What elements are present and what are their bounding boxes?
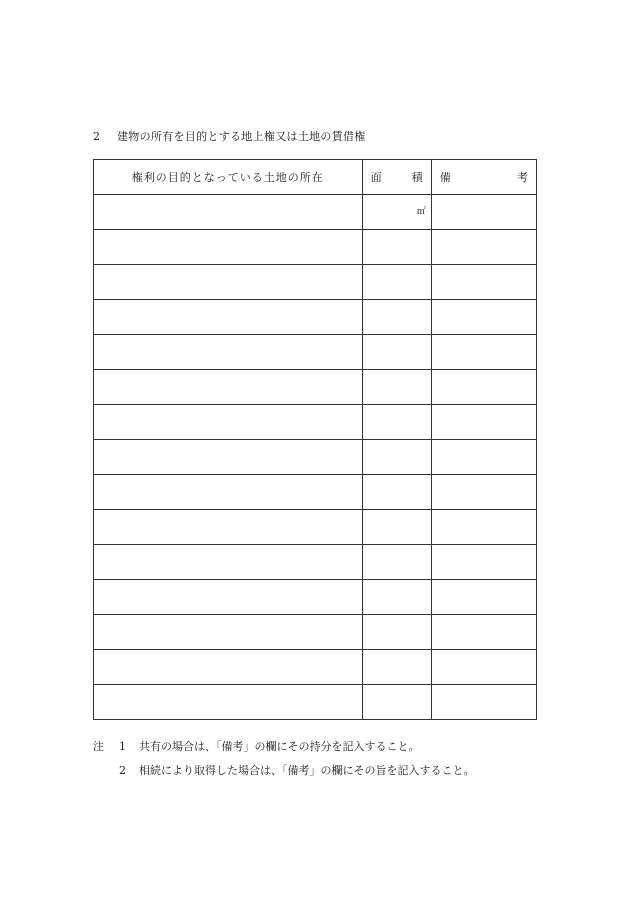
area-cell[interactable] (362, 370, 431, 405)
note-text: 共有の場合は、「備考」の欄にその持分を記入すること。 (139, 740, 420, 753)
table-body (94, 195, 537, 720)
note-number: 1 (119, 740, 126, 753)
section-title-text: 建物の所有を目的とする地上権又は土地の賃借権 (117, 130, 366, 143)
table-row (94, 650, 537, 685)
remarks-cell[interactable] (431, 265, 536, 300)
table-row (94, 510, 537, 545)
remarks-cell[interactable] (431, 300, 536, 335)
note-prefix: 注 (93, 740, 104, 753)
remarks-cell[interactable] (431, 335, 536, 370)
remarks-cell[interactable] (431, 685, 536, 720)
header-remarks-char-1: 備 (439, 171, 451, 184)
remarks-cell[interactable] (431, 440, 536, 475)
area-cell[interactable] (362, 475, 431, 510)
location-cell[interactable] (94, 545, 363, 580)
location-cell[interactable] (94, 650, 363, 685)
area-cell[interactable] (362, 685, 431, 720)
table-row (94, 475, 537, 510)
header-area (362, 160, 431, 195)
section-number: 2 (93, 130, 101, 143)
remarks-cell[interactable] (431, 405, 536, 440)
note-number: 2 (119, 764, 126, 777)
area-cell[interactable] (362, 195, 431, 230)
area-cell[interactable] (362, 405, 431, 440)
section-title (93, 128, 366, 144)
table-row (94, 685, 537, 720)
remarks-cell[interactable] (431, 230, 536, 265)
location-cell[interactable] (94, 370, 363, 405)
location-cell[interactable] (94, 475, 363, 510)
land-rights-table (93, 159, 537, 720)
location-cell[interactable] (94, 685, 363, 720)
remarks-cell[interactable] (431, 370, 536, 405)
area-cell[interactable] (362, 265, 431, 300)
location-cell[interactable] (94, 230, 363, 265)
area-cell[interactable] (362, 440, 431, 475)
table-row (94, 615, 537, 650)
remarks-cell[interactable] (431, 650, 536, 685)
table-header-row (94, 160, 537, 195)
remarks-cell[interactable] (431, 580, 536, 615)
header-location: 権利の目的となっている土地の所在 (94, 160, 363, 195)
note-text: 相続により取得した場合は、「備考」の欄にその旨を記入すること。 (139, 764, 475, 777)
remarks-cell[interactable] (431, 475, 536, 510)
area-cell[interactable] (362, 580, 431, 615)
area-cell[interactable] (362, 300, 431, 335)
area-cell[interactable] (362, 510, 431, 545)
area-cell[interactable] (362, 615, 431, 650)
table-row (94, 335, 537, 370)
header-remarks (431, 160, 536, 195)
location-cell[interactable] (94, 265, 363, 300)
note-item (93, 735, 475, 759)
table-row (94, 440, 537, 475)
location-cell[interactable] (94, 440, 363, 475)
remarks-cell[interactable] (431, 195, 536, 230)
note-item (93, 759, 475, 783)
location-cell[interactable] (94, 615, 363, 650)
table-row (94, 370, 537, 405)
area-cell[interactable] (362, 335, 431, 370)
area-cell[interactable] (362, 545, 431, 580)
table-row (94, 195, 537, 230)
location-cell[interactable] (94, 510, 363, 545)
header-remarks-char-2: 考 (517, 171, 528, 184)
header-area-char-2: 積 (411, 171, 423, 184)
table-row (94, 580, 537, 615)
table-row (94, 300, 537, 335)
location-cell[interactable] (94, 195, 363, 230)
location-cell[interactable] (94, 580, 363, 615)
table-row (94, 265, 537, 300)
location-cell[interactable] (94, 405, 363, 440)
location-cell[interactable] (94, 300, 363, 335)
header-area-char-1: 面 (370, 171, 382, 184)
location-cell[interactable] (94, 335, 363, 370)
table-row (94, 405, 537, 440)
area-cell[interactable] (362, 650, 431, 685)
table-row (94, 230, 537, 265)
remarks-cell[interactable] (431, 615, 536, 650)
notes (93, 735, 475, 783)
remarks-cell[interactable] (431, 510, 536, 545)
remarks-cell[interactable] (431, 545, 536, 580)
area-cell[interactable] (362, 230, 431, 265)
area-unit: ㎡ (416, 207, 426, 217)
table-row (94, 545, 537, 580)
